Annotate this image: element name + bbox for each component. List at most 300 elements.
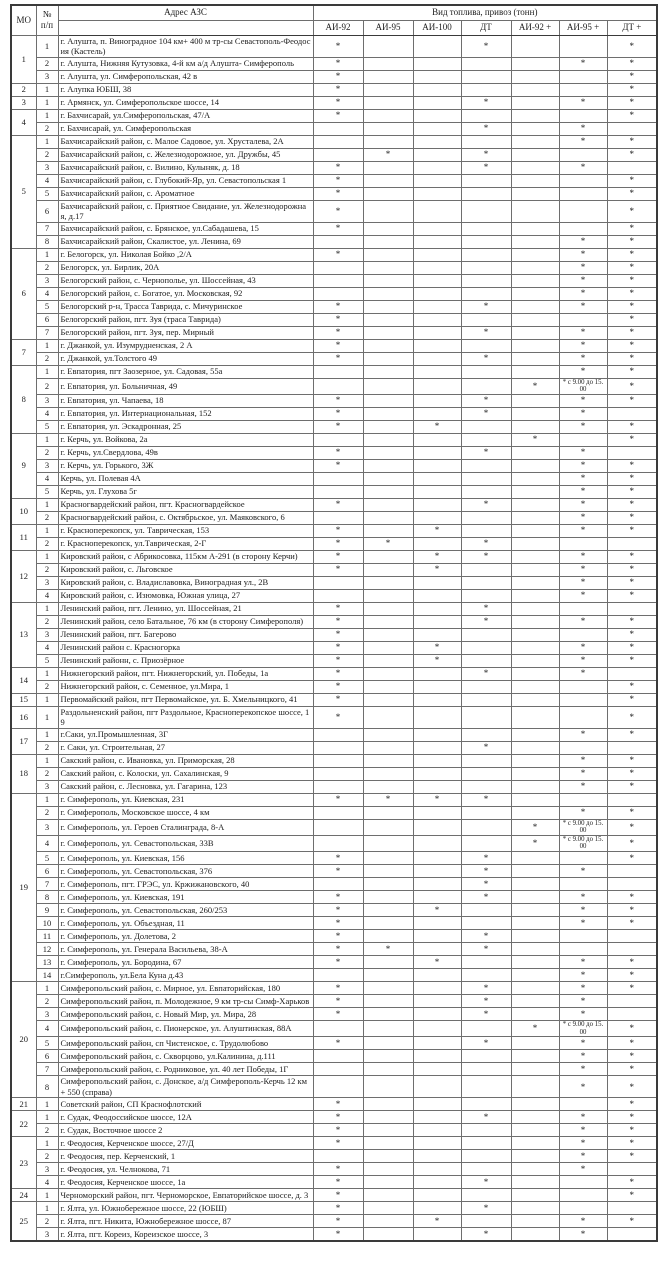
fuel-cell: [363, 365, 413, 378]
fuel-cell: [413, 57, 461, 70]
fuel-cell: *: [607, 576, 657, 589]
fuel-cell: [511, 728, 559, 741]
fuel-cell: *: [313, 537, 363, 550]
fuel-cell: *: [313, 793, 363, 806]
fuel-cell: *: [559, 459, 607, 472]
row-number-cell: 3: [36, 780, 58, 793]
address-cell: г. Евпатория, ул. Интернациональная, 152: [58, 407, 313, 420]
fuel-cell: *: [559, 161, 607, 174]
address-cell: Черноморский район, пгт. Черноморское, Евпаторийское шоссе, д. 3: [58, 1189, 313, 1202]
fuel-cell: [511, 537, 559, 550]
fuel-cell: [511, 550, 559, 563]
fuel-cell: *: [607, 459, 657, 472]
fuel-cell: [413, 728, 461, 741]
fuel-cell: [413, 754, 461, 767]
address-cell: Бахчисарайский район, с. Брянское, ул.Сабадашева, 15: [58, 222, 313, 235]
fuel-cell: [511, 248, 559, 261]
fuel-cell: [363, 57, 413, 70]
row-number-cell: 7: [36, 222, 58, 235]
address-cell: Белогорский район, пгт. Зуя (траса Таврида): [58, 313, 313, 326]
fuel-cell: [363, 235, 413, 248]
fuel-cell: [511, 511, 559, 524]
fuel-cell: [363, 852, 413, 865]
address-cell: г. Керчь, ул.Свердлова, 49в: [58, 446, 313, 459]
fuel-cell: *: [607, 287, 657, 300]
fuel-cell: [313, 1050, 363, 1063]
address-cell: г. Симферополь, ул. Севастопольская, 33В: [58, 835, 313, 851]
fuel-cell: [511, 222, 559, 235]
mo-cell: 21: [11, 1098, 36, 1111]
fuel-cell: *: [313, 1176, 363, 1189]
table-row: [11, 248, 657, 261]
fuel-cell: [511, 1111, 559, 1124]
table-row: [11, 200, 657, 222]
row-number-cell: 2: [36, 57, 58, 70]
fuel-cell: *: [607, 498, 657, 511]
fuel-cell: *: [313, 70, 363, 83]
row-number-cell: 1: [36, 1098, 58, 1111]
table-row: [11, 109, 657, 122]
fuel-cell: [461, 287, 511, 300]
fuel-cell: [511, 680, 559, 693]
fuel-cell: [363, 35, 413, 57]
fuel-cell: [461, 706, 511, 728]
row-number-cell: 6: [36, 200, 58, 222]
address-cell: Ленинский район, село Батальное, 76 км (в сторону Симферополя): [58, 615, 313, 628]
address-cell: г. Феодосия, ул. Челнокова, 71: [58, 1163, 313, 1176]
fuel-cell: [413, 248, 461, 261]
fuel-cell: *: [559, 917, 607, 930]
table-row: [11, 819, 657, 835]
fuel-cell: [461, 174, 511, 187]
fuel-cell: [461, 835, 511, 851]
table-row: [11, 780, 657, 793]
fuel-cell: [413, 174, 461, 187]
fuel-cell: [461, 1098, 511, 1111]
fuel-cell: [461, 222, 511, 235]
fuel-cell: [313, 780, 363, 793]
fuel-cell: [511, 1228, 559, 1241]
fuel-cell: [511, 187, 559, 200]
fuel-cell: [607, 122, 657, 135]
fuel-cell: [511, 956, 559, 969]
fuel-cell: [363, 485, 413, 498]
table-row: [11, 222, 657, 235]
table-row: [11, 1215, 657, 1228]
address-cell: г. Армянск, ул. Симферопольское шоссе, 14: [58, 96, 313, 109]
fuel-cell: [313, 1150, 363, 1163]
address-cell: Сакский район, с. Лесновка, ул. Гагарина, 123: [58, 780, 313, 793]
fuel-cell: *: [313, 352, 363, 365]
table-row: [11, 680, 657, 693]
fuel-cell: *: [559, 728, 607, 741]
fuel-cell: [511, 200, 559, 222]
table-row: [11, 57, 657, 70]
table-row: [11, 1137, 657, 1150]
fuel-cell: [511, 394, 559, 407]
fuel-cell: [363, 96, 413, 109]
row-number-cell: 4: [36, 472, 58, 485]
fuel-cell: [363, 1202, 413, 1215]
fuel-cell: [461, 420, 511, 433]
row-number-cell: 2: [36, 537, 58, 550]
fuel-cell: *: [559, 1163, 607, 1176]
fuel-cell: *: [559, 339, 607, 352]
fuel-cell: [511, 563, 559, 576]
fuel-cell: [559, 70, 607, 83]
fuel-cell: *: [461, 891, 511, 904]
fuel-cell: [461, 780, 511, 793]
fuel-cell: [363, 122, 413, 135]
table-row: [11, 1021, 657, 1037]
row-number-cell: 1: [36, 339, 58, 352]
fuel-cell: [511, 641, 559, 654]
fuel-cell: [313, 472, 363, 485]
fuel-cell: *: [607, 35, 657, 57]
fuel-cell: *: [607, 563, 657, 576]
table-row: [11, 407, 657, 420]
fuel-cell: *: [313, 1137, 363, 1150]
row-number-cell: 3: [36, 628, 58, 641]
mo-cell: 20: [11, 982, 36, 1098]
row-number-cell: 13: [36, 956, 58, 969]
table-row: [11, 615, 657, 628]
row-number-cell: 1: [36, 793, 58, 806]
fuel-cell: [413, 161, 461, 174]
fuel-cell: *: [607, 261, 657, 274]
fuel-cell: *: [461, 793, 511, 806]
fuel-cell: [511, 300, 559, 313]
table-row: [11, 589, 657, 602]
table-row: [11, 563, 657, 576]
row-number-cell: 1: [36, 248, 58, 261]
address-cell: г. Алушта, Нижняя Кутузовка, 4-й км а/д Алушта- Симферополь: [58, 57, 313, 70]
row-number-cell: 1: [36, 667, 58, 680]
fuel-cell: [559, 148, 607, 161]
fuel-cell: *: [607, 680, 657, 693]
fuel-cell: [313, 135, 363, 148]
fuel-cell: *: [461, 96, 511, 109]
table-row: [11, 187, 657, 200]
fuel-cell: [363, 589, 413, 602]
fuel-cell: *: [413, 420, 461, 433]
fuel-cell: [559, 174, 607, 187]
table-row: [11, 865, 657, 878]
fuel-cell: [511, 1037, 559, 1050]
fuel-cell: *: [461, 407, 511, 420]
address-cell: Сакский район, с. Колоски, ул. Сахалинская, 9: [58, 767, 313, 780]
address-cell: г.Саки, ул.Промышленная, 3Г: [58, 728, 313, 741]
fuel-cell: *: [559, 261, 607, 274]
fuel-cell: [461, 459, 511, 472]
fuel-cell: *: [313, 187, 363, 200]
fuel-cell: [313, 767, 363, 780]
fuel-cell: *: [607, 524, 657, 537]
fuel-cell: [313, 287, 363, 300]
table-row: [11, 378, 657, 394]
row-number-cell: 5: [36, 852, 58, 865]
fuel-cell: *: [607, 339, 657, 352]
fuel-cell: [313, 806, 363, 819]
fuel-cell: [313, 819, 363, 835]
fuel-cell: [511, 261, 559, 274]
fuel-cell: [363, 1063, 413, 1076]
fuel-cell: [413, 1150, 461, 1163]
fuel-cell: [363, 511, 413, 524]
fuel-cell: [363, 407, 413, 420]
fuel-cell: *: [607, 394, 657, 407]
fuel-cell: [461, 628, 511, 641]
table-row: [11, 754, 657, 767]
fuel-cell: *: [413, 1215, 461, 1228]
fuel-cell: *: [461, 550, 511, 563]
fuel-cell: [461, 472, 511, 485]
header-row-fuels: [11, 20, 657, 35]
fuel-cell: [511, 995, 559, 1008]
fuel-cell: [413, 667, 461, 680]
row-number-cell: 5: [36, 485, 58, 498]
fuel-cell: [413, 446, 461, 459]
fuel-cell: *: [363, 943, 413, 956]
fuel-cell: *: [313, 891, 363, 904]
fuel-cell: *: [313, 1124, 363, 1137]
fuel-cell: [559, 313, 607, 326]
fuel-cell: *: [363, 537, 413, 550]
row-number-cell: 1: [36, 1189, 58, 1202]
fuel-cell: *: [461, 1202, 511, 1215]
fuel-cell: [363, 187, 413, 200]
fuel-cell: [363, 576, 413, 589]
fuel-cell: *: [607, 148, 657, 161]
fuel-cell: [313, 122, 363, 135]
address-cell: Бахчисарайский район, с. Ароматное: [58, 187, 313, 200]
fuel-cell: [413, 339, 461, 352]
fuel-cell: [413, 287, 461, 300]
fuel-cell: [313, 1063, 363, 1076]
fuel-cell: [413, 35, 461, 57]
fuel-cell: [559, 680, 607, 693]
table-row: [11, 459, 657, 472]
fuel-cell: *: [461, 943, 511, 956]
fuel-cell: [607, 793, 657, 806]
fuel-cell: [511, 667, 559, 680]
fuel-cell: [413, 511, 461, 524]
fuel-cell: [559, 433, 607, 446]
fuel-cell: *: [559, 982, 607, 995]
fuel-cell: *: [607, 1150, 657, 1163]
fuel-cell: [413, 1050, 461, 1063]
fuel-cell: [511, 1098, 559, 1111]
table-row: [11, 300, 657, 313]
fuel-cell: [363, 654, 413, 667]
fuel-cell: *: [511, 835, 559, 851]
fuel-cell: *: [313, 1008, 363, 1021]
fuel-cell: *: [559, 1063, 607, 1076]
fuel-cell: [413, 378, 461, 394]
fuel-cell: [511, 96, 559, 109]
fuel-cell: *: [607, 420, 657, 433]
fuel-cell: *: [607, 550, 657, 563]
fuel-cell: *: [607, 819, 657, 835]
fuel-cell: *: [313, 602, 363, 615]
fuel-cell: *: [511, 433, 559, 446]
fuel-cell: [511, 313, 559, 326]
fuel-cell: [607, 741, 657, 754]
fuel-cell: [413, 200, 461, 222]
fuel-cell: *: [607, 589, 657, 602]
fuel-cell: * с 9.00 до 15.00: [559, 378, 607, 394]
fuel-cell: [313, 1076, 363, 1098]
address-cell: Белогорск, ул. Бирлик, 20А: [58, 261, 313, 274]
table-row: [11, 806, 657, 819]
mo-cell: 13: [11, 602, 36, 667]
fuel-cell: *: [313, 300, 363, 313]
row-number-cell: 1: [36, 728, 58, 741]
fuel-cell: [363, 1176, 413, 1189]
table-row: [11, 313, 657, 326]
table-row: [11, 654, 657, 667]
fuel-cell: [413, 767, 461, 780]
fuel-cell: [511, 1163, 559, 1176]
row-number-cell: 1: [36, 524, 58, 537]
fuel-cell: [413, 96, 461, 109]
fuel-cell: [559, 793, 607, 806]
fuel-cell: [511, 122, 559, 135]
table-row: [11, 1098, 657, 1111]
fuel-cell: [363, 602, 413, 615]
fuel-cell: [559, 1202, 607, 1215]
fuel-cell: *: [461, 498, 511, 511]
address-cell: г. Красноперекопск, ул.Таврическая, 2-Г: [58, 537, 313, 550]
address-cell: г. Ялта, пгт. Никита, Южнобережное шоссе, 87: [58, 1215, 313, 1228]
address-cell: Красногвардейский район, с. Октябрьское, ул. Маяковского, 6: [58, 511, 313, 524]
fuel-cell: *: [607, 982, 657, 995]
fuel-cell: [461, 339, 511, 352]
fuel-cell: [363, 969, 413, 982]
row-number-cell: 4: [36, 1021, 58, 1037]
fuel-cell: [511, 806, 559, 819]
fuel-cell: *: [559, 550, 607, 563]
row-number-cell: 2: [36, 1215, 58, 1228]
fuel-cell: [363, 459, 413, 472]
address-cell: г. Алушта, ул. Симферопольская, 42 в: [58, 70, 313, 83]
fuel-cell: * с 9.00 до 15.00: [559, 819, 607, 835]
row-number-cell: 6: [36, 1050, 58, 1063]
fuel-cell: [413, 1163, 461, 1176]
fuel-cell: *: [313, 459, 363, 472]
fuel-cell: *: [313, 550, 363, 563]
fuel-cell: *: [461, 852, 511, 865]
fuel-cell: [511, 339, 559, 352]
address-cell: Бахчисарайский район, с. Глубокий-Яр, ул. Севастопольская 1: [58, 174, 313, 187]
table-row: [11, 641, 657, 654]
fuel-cell: *: [559, 754, 607, 767]
column-header-address: Адрес АЗС: [58, 5, 313, 20]
table-row: [11, 930, 657, 943]
row-number-cell: 2: [36, 806, 58, 819]
fuel-cell: [363, 1189, 413, 1202]
table-row: [11, 70, 657, 83]
fuel-cell: [607, 1163, 657, 1176]
fuel-cell: *: [313, 313, 363, 326]
fuel-cell: [313, 148, 363, 161]
fuel-cell: [363, 706, 413, 728]
column-header-ai100: АИ-100: [413, 20, 461, 35]
fuel-cell: *: [413, 550, 461, 563]
table-row: [11, 576, 657, 589]
fuel-cell: *: [313, 852, 363, 865]
address-cell: г. Евпатория, ул. Чапаева, 18: [58, 394, 313, 407]
address-cell: Белогорский район, с. Чернополье, ул. Шоссейная, 43: [58, 274, 313, 287]
fuel-cell: *: [313, 641, 363, 654]
fuel-cell: [461, 83, 511, 96]
fuel-cell: [363, 378, 413, 394]
fuel-cell: *: [461, 1176, 511, 1189]
fuel-cell: *: [313, 1037, 363, 1050]
fuel-cell: [461, 1050, 511, 1063]
fuel-cell: *: [559, 1228, 607, 1241]
fuel-cell: [559, 1098, 607, 1111]
fuel-cell: [559, 187, 607, 200]
fuel-cell: [413, 313, 461, 326]
fuel-cell: *: [313, 654, 363, 667]
mo-cell: 1: [11, 35, 36, 83]
fuel-cell: [511, 109, 559, 122]
fuel-cell: [413, 806, 461, 819]
address-cell: г.Симферополь, ул.Бела Куна д.43: [58, 969, 313, 982]
fuel-cell: [413, 602, 461, 615]
fuel-cell: *: [413, 793, 461, 806]
fuel-cell: [559, 35, 607, 57]
fuel-cell: *: [607, 1215, 657, 1228]
fuel-cell: [363, 615, 413, 628]
table-row: [11, 1063, 657, 1076]
fuel-cell: [461, 57, 511, 70]
row-number-cell: 2: [36, 615, 58, 628]
fuel-cell: *: [313, 109, 363, 122]
row-number-cell: 4: [36, 1176, 58, 1189]
fuel-cell: [461, 1076, 511, 1098]
mo-cell: 22: [11, 1111, 36, 1137]
fuel-cell: [461, 235, 511, 248]
fuel-cell: *: [559, 274, 607, 287]
fuel-cell: *: [607, 96, 657, 109]
mo-cell: 17: [11, 728, 36, 754]
table-row: [11, 878, 657, 891]
fuel-cell: [511, 1008, 559, 1021]
fuel-cell: [363, 339, 413, 352]
fuel-cell: *: [559, 511, 607, 524]
fuel-cell: [413, 819, 461, 835]
table-row: [11, 274, 657, 287]
fuel-cell: [461, 1163, 511, 1176]
address-cell: Симферопольский район, сп Чистенское, с. Трудолюбово: [58, 1037, 313, 1050]
table-row: [11, 1150, 657, 1163]
fuel-cell: [363, 1124, 413, 1137]
fuel-cell: *: [559, 352, 607, 365]
fuel-cell: *: [607, 767, 657, 780]
fuel-cell: [511, 1176, 559, 1189]
fuel-cell: [413, 459, 461, 472]
fuel-cell: [313, 274, 363, 287]
fuel-cell: *: [607, 1137, 657, 1150]
row-number-cell: 6: [36, 313, 58, 326]
row-number-cell: 2: [36, 148, 58, 161]
address-cell: Ленинский район с. Красногорка: [58, 641, 313, 654]
row-number-cell: 8: [36, 891, 58, 904]
fuel-cell: *: [461, 161, 511, 174]
table-row: [11, 485, 657, 498]
